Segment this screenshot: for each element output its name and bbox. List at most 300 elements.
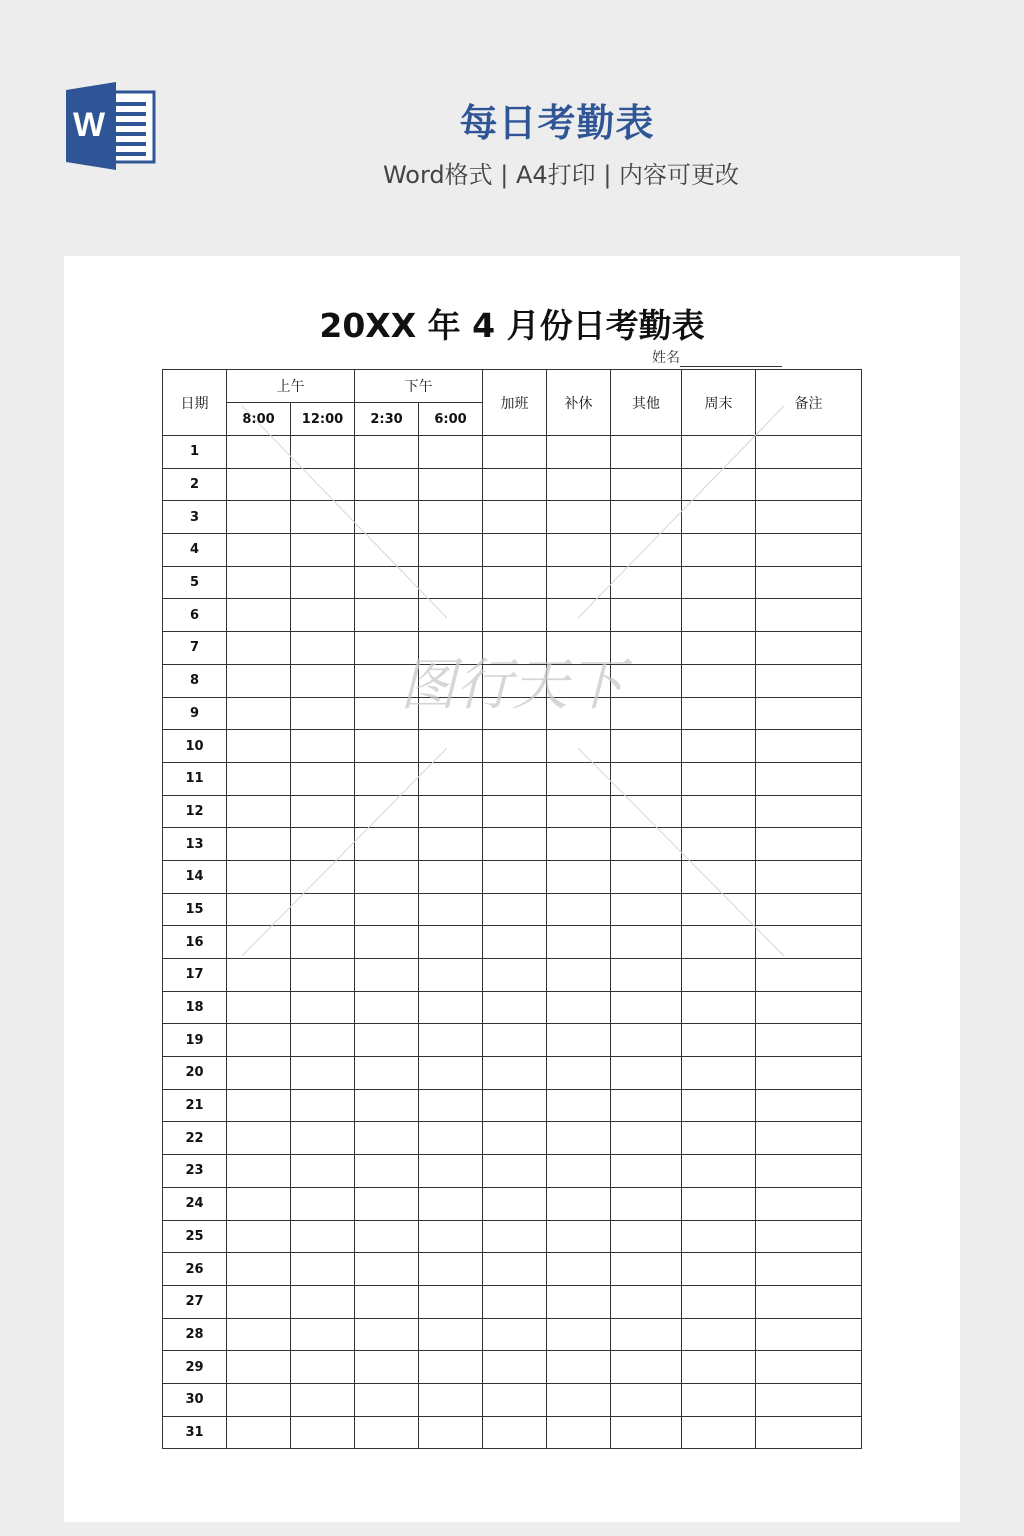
entry-cell[interactable] [355, 1383, 419, 1416]
entry-cell[interactable] [291, 1024, 355, 1057]
entry-cell[interactable] [227, 697, 291, 730]
entry-cell[interactable] [419, 501, 483, 534]
entry-cell[interactable] [756, 566, 862, 599]
entry-cell[interactable] [419, 468, 483, 501]
entry-cell[interactable] [483, 1383, 547, 1416]
entry-cell[interactable] [291, 1253, 355, 1286]
entry-cell[interactable] [291, 1155, 355, 1188]
entry-cell[interactable] [291, 893, 355, 926]
entry-cell[interactable] [419, 1351, 483, 1384]
entry-cell[interactable] [227, 762, 291, 795]
entry-cell[interactable] [756, 1318, 862, 1351]
entry-cell[interactable] [291, 860, 355, 893]
entry-cell[interactable] [355, 762, 419, 795]
entry-cell[interactable] [291, 959, 355, 992]
entry-cell[interactable] [756, 1253, 862, 1286]
entry-cell[interactable] [756, 762, 862, 795]
entry-cell[interactable] [419, 795, 483, 828]
watermark-text: 图行天下 [400, 653, 624, 718]
entry-cell[interactable] [682, 1122, 756, 1155]
entry-cell[interactable] [682, 959, 756, 992]
entry-cell[interactable] [483, 1416, 547, 1449]
entry-cell[interactable] [227, 436, 291, 469]
entry-cell[interactable] [547, 828, 611, 861]
entry-cell[interactable] [227, 1155, 291, 1188]
entry-cell[interactable] [483, 566, 547, 599]
day-number: 24 [163, 1187, 227, 1220]
entry-cell[interactable] [227, 566, 291, 599]
entry-cell[interactable] [419, 1089, 483, 1122]
entry-cell[interactable] [611, 730, 682, 763]
entry-cell[interactable] [756, 1383, 862, 1416]
table-row [163, 730, 862, 763]
entry-cell[interactable] [682, 468, 756, 501]
entry-cell[interactable] [611, 468, 682, 501]
entry-cell[interactable] [291, 566, 355, 599]
entry-cell[interactable] [419, 860, 483, 893]
entry-cell[interactable] [419, 1220, 483, 1253]
entry-cell[interactable] [756, 1089, 862, 1122]
entry-cell[interactable] [611, 762, 682, 795]
entry-cell[interactable] [419, 436, 483, 469]
entry-cell[interactable] [756, 1416, 862, 1449]
entry-cell[interactable] [682, 436, 756, 469]
entry-cell[interactable] [611, 1089, 682, 1122]
entry-cell[interactable] [611, 926, 682, 959]
entry-cell[interactable] [291, 1383, 355, 1416]
entry-cell[interactable] [682, 1285, 756, 1318]
entry-cell[interactable] [756, 1187, 862, 1220]
entry-cell[interactable] [756, 860, 862, 893]
entry-cell[interactable] [682, 1383, 756, 1416]
entry-cell[interactable] [682, 664, 756, 697]
entry-cell[interactable] [483, 1220, 547, 1253]
entry-cell[interactable] [547, 893, 611, 926]
entry-cell[interactable] [355, 468, 419, 501]
entry-cell[interactable] [547, 566, 611, 599]
entry-cell[interactable] [547, 1024, 611, 1057]
entry-cell[interactable] [419, 1187, 483, 1220]
entry-cell[interactable] [756, 730, 862, 763]
entry-cell[interactable] [611, 1351, 682, 1384]
entry-cell[interactable] [355, 1187, 419, 1220]
entry-cell[interactable] [756, 795, 862, 828]
day-number: 22 [163, 1122, 227, 1155]
entry-cell[interactable] [756, 632, 862, 665]
entry-cell[interactable] [483, 1351, 547, 1384]
entry-cell[interactable] [419, 599, 483, 632]
entry-cell[interactable] [483, 762, 547, 795]
entry-cell[interactable] [419, 893, 483, 926]
entry-cell[interactable] [227, 1122, 291, 1155]
entry-cell[interactable] [756, 991, 862, 1024]
entry-cell[interactable] [682, 566, 756, 599]
entry-cell[interactable] [547, 1155, 611, 1188]
entry-cell[interactable] [419, 534, 483, 567]
entry-cell[interactable] [483, 599, 547, 632]
entry-cell[interactable] [419, 697, 483, 730]
entry-cell[interactable] [291, 1351, 355, 1384]
entry-cell[interactable] [291, 1318, 355, 1351]
entry-cell[interactable] [682, 1155, 756, 1188]
entry-cell[interactable] [483, 1285, 547, 1318]
entry-cell[interactable] [756, 1057, 862, 1090]
entry-cell[interactable] [227, 991, 291, 1024]
entry-cell[interactable] [419, 1318, 483, 1351]
entry-cell[interactable] [483, 959, 547, 992]
entry-cell[interactable] [611, 436, 682, 469]
entry-cell[interactable] [355, 664, 419, 697]
entry-cell[interactable] [483, 1089, 547, 1122]
entry-cell[interactable] [756, 828, 862, 861]
entry-cell[interactable] [227, 1024, 291, 1057]
entry-cell[interactable] [291, 762, 355, 795]
entry-cell[interactable] [355, 795, 419, 828]
entry-cell[interactable] [682, 1253, 756, 1286]
entry-cell[interactable] [291, 501, 355, 534]
entry-cell[interactable] [547, 1057, 611, 1090]
entry-cell[interactable] [547, 697, 611, 730]
entry-cell[interactable] [419, 632, 483, 665]
entry-cell[interactable] [547, 926, 611, 959]
entry-cell[interactable] [227, 893, 291, 926]
entry-cell[interactable] [547, 501, 611, 534]
entry-cell[interactable] [547, 762, 611, 795]
entry-cell[interactable] [611, 893, 682, 926]
entry-cell[interactable] [355, 1057, 419, 1090]
entry-cell[interactable] [682, 893, 756, 926]
entry-cell[interactable] [355, 1416, 419, 1449]
entry-cell[interactable] [291, 730, 355, 763]
entry-cell[interactable] [291, 534, 355, 567]
entry-cell[interactable] [682, 762, 756, 795]
entry-cell[interactable] [547, 1220, 611, 1253]
entry-cell[interactable] [227, 468, 291, 501]
name-field [652, 347, 782, 367]
entry-cell[interactable] [355, 959, 419, 992]
entry-cell[interactable] [611, 664, 682, 697]
entry-cell[interactable] [483, 1187, 547, 1220]
entry-cell[interactable] [227, 860, 291, 893]
entry-cell[interactable] [682, 991, 756, 1024]
entry-cell[interactable] [355, 828, 419, 861]
entry-cell[interactable] [291, 1057, 355, 1090]
entry-cell[interactable] [419, 1155, 483, 1188]
entry-cell[interactable] [756, 1285, 862, 1318]
entry-cell[interactable] [483, 893, 547, 926]
entry-cell[interactable] [355, 1318, 419, 1351]
entry-cell[interactable] [291, 1416, 355, 1449]
entry-cell[interactable] [682, 828, 756, 861]
entry-cell[interactable] [419, 1285, 483, 1318]
entry-cell[interactable] [227, 534, 291, 567]
entry-cell[interactable] [419, 1253, 483, 1286]
entry-cell[interactable] [682, 1220, 756, 1253]
day-number: 17 [163, 959, 227, 992]
entry-cell[interactable] [227, 1416, 291, 1449]
entry-cell[interactable] [291, 1220, 355, 1253]
entry-cell[interactable] [355, 1122, 419, 1155]
entry-cell[interactable] [547, 860, 611, 893]
entry-cell[interactable] [419, 1416, 483, 1449]
entry-cell[interactable] [756, 534, 862, 567]
entry-cell[interactable] [756, 501, 862, 534]
entry-cell[interactable] [355, 1155, 419, 1188]
entry-cell[interactable] [355, 1351, 419, 1384]
entry-cell[interactable] [355, 436, 419, 469]
entry-cell[interactable] [547, 1351, 611, 1384]
attendance-table [162, 369, 862, 1449]
entry-cell[interactable] [682, 599, 756, 632]
entry-cell[interactable] [756, 1024, 862, 1057]
entry-cell[interactable] [756, 664, 862, 697]
entry-cell[interactable] [756, 1155, 862, 1188]
entry-cell[interactable] [682, 697, 756, 730]
entry-cell[interactable] [611, 860, 682, 893]
entry-cell[interactable] [611, 991, 682, 1024]
entry-cell[interactable] [483, 468, 547, 501]
entry-cell[interactable] [291, 795, 355, 828]
entry-cell[interactable] [756, 959, 862, 992]
entry-cell[interactable] [682, 534, 756, 567]
entry-cell[interactable] [547, 1187, 611, 1220]
entry-cell[interactable] [756, 599, 862, 632]
entry-cell[interactable] [227, 1383, 291, 1416]
entry-cell[interactable] [483, 1057, 547, 1090]
entry-cell[interactable] [483, 1253, 547, 1286]
entry-cell[interactable] [355, 860, 419, 893]
entry-cell[interactable] [611, 1285, 682, 1318]
table-row [163, 762, 862, 795]
entry-cell[interactable] [355, 1285, 419, 1318]
day-number: 8 [163, 664, 227, 697]
entry-cell[interactable] [419, 664, 483, 697]
entry-cell[interactable] [547, 1253, 611, 1286]
entry-cell[interactable] [291, 697, 355, 730]
table-row [163, 534, 862, 567]
entry-cell[interactable] [611, 1383, 682, 1416]
entry-cell[interactable] [355, 926, 419, 959]
banner-title: 每日考勤表 [459, 101, 655, 145]
day-number: 27 [163, 1285, 227, 1318]
entry-cell[interactable] [682, 1024, 756, 1057]
entry-cell[interactable] [483, 534, 547, 567]
entry-cell[interactable] [419, 762, 483, 795]
entry-cell[interactable] [483, 991, 547, 1024]
entry-cell[interactable] [682, 1089, 756, 1122]
entry-cell[interactable] [291, 664, 355, 697]
entry-cell[interactable] [547, 1383, 611, 1416]
entry-cell[interactable] [419, 926, 483, 959]
entry-cell[interactable] [227, 1187, 291, 1220]
entry-cell[interactable] [419, 566, 483, 599]
entry-cell[interactable] [611, 632, 682, 665]
entry-cell[interactable] [227, 828, 291, 861]
entry-cell[interactable] [682, 795, 756, 828]
entry-cell[interactable] [419, 1383, 483, 1416]
entry-cell[interactable] [611, 1122, 682, 1155]
entry-cell[interactable] [682, 730, 756, 763]
entry-cell[interactable] [355, 599, 419, 632]
entry-cell[interactable] [483, 828, 547, 861]
entry-cell[interactable] [547, 1318, 611, 1351]
entry-cell[interactable] [682, 1187, 756, 1220]
entry-cell[interactable] [611, 534, 682, 567]
entry-cell[interactable] [611, 1253, 682, 1286]
entry-cell[interactable] [547, 1122, 611, 1155]
entry-cell[interactable] [355, 1220, 419, 1253]
entry-cell[interactable] [419, 959, 483, 992]
entry-cell[interactable] [611, 1220, 682, 1253]
entry-cell[interactable] [547, 436, 611, 469]
header-time: 6:00 [419, 403, 483, 436]
entry-cell[interactable] [483, 1024, 547, 1057]
entry-cell[interactable] [483, 501, 547, 534]
entry-cell[interactable] [227, 730, 291, 763]
entry-cell[interactable] [419, 1057, 483, 1090]
entry-cell[interactable] [483, 664, 547, 697]
entry-cell[interactable] [419, 1122, 483, 1155]
entry-cell[interactable] [611, 1057, 682, 1090]
entry-cell[interactable] [611, 795, 682, 828]
entry-cell[interactable] [756, 436, 862, 469]
entry-cell[interactable] [547, 534, 611, 567]
entry-cell[interactable] [611, 1318, 682, 1351]
entry-cell[interactable] [419, 991, 483, 1024]
entry-cell[interactable] [291, 1187, 355, 1220]
entry-cell[interactable] [355, 566, 419, 599]
entry-cell[interactable] [483, 632, 547, 665]
entry-cell[interactable] [355, 893, 419, 926]
entry-cell[interactable] [291, 1089, 355, 1122]
entry-cell[interactable] [355, 991, 419, 1024]
entry-cell[interactable] [483, 730, 547, 763]
entry-cell[interactable] [483, 1122, 547, 1155]
entry-cell[interactable] [756, 1351, 862, 1384]
entry-cell[interactable] [682, 1318, 756, 1351]
entry-cell[interactable] [291, 991, 355, 1024]
entry-cell[interactable] [227, 501, 291, 534]
entry-cell[interactable] [419, 1024, 483, 1057]
entry-cell[interactable] [547, 468, 611, 501]
day-number: 14 [163, 860, 227, 893]
entry-cell[interactable] [483, 926, 547, 959]
entry-cell[interactable] [611, 1024, 682, 1057]
entry-cell[interactable] [227, 1351, 291, 1384]
entry-cell[interactable] [611, 1187, 682, 1220]
entry-cell[interactable] [547, 1416, 611, 1449]
entry-cell[interactable] [483, 795, 547, 828]
entry-cell[interactable] [419, 828, 483, 861]
entry-cell[interactable] [756, 697, 862, 730]
entry-cell[interactable] [227, 795, 291, 828]
entry-cell[interactable] [547, 991, 611, 1024]
entry-cell[interactable] [547, 1089, 611, 1122]
entry-cell[interactable] [483, 1318, 547, 1351]
entry-cell[interactable] [227, 959, 291, 992]
entry-cell[interactable] [547, 730, 611, 763]
entry-cell[interactable] [611, 1416, 682, 1449]
entry-cell[interactable] [682, 501, 756, 534]
entry-cell[interactable] [547, 632, 611, 665]
entry-cell[interactable] [682, 1351, 756, 1384]
entry-cell[interactable] [547, 1285, 611, 1318]
entry-cell[interactable] [682, 632, 756, 665]
day-number: 2 [163, 468, 227, 501]
entry-cell[interactable] [756, 1122, 862, 1155]
day-number: 12 [163, 795, 227, 828]
entry-cell[interactable] [611, 828, 682, 861]
day-number: 31 [163, 1416, 227, 1449]
entry-cell[interactable] [682, 1057, 756, 1090]
entry-cell[interactable] [483, 860, 547, 893]
entry-cell[interactable] [291, 1122, 355, 1155]
entry-cell[interactable] [291, 436, 355, 469]
entry-cell[interactable] [756, 893, 862, 926]
entry-cell[interactable] [611, 501, 682, 534]
entry-cell[interactable] [682, 1416, 756, 1449]
entry-cell[interactable] [227, 1089, 291, 1122]
entry-cell[interactable] [756, 468, 862, 501]
entry-cell[interactable] [483, 697, 547, 730]
entry-cell[interactable] [355, 1253, 419, 1286]
entry-cell[interactable] [227, 1220, 291, 1253]
entry-cell[interactable] [611, 599, 682, 632]
table-row [163, 926, 862, 959]
entry-cell[interactable] [227, 1253, 291, 1286]
entry-cell[interactable] [682, 926, 756, 959]
entry-cell[interactable] [355, 632, 419, 665]
entry-cell[interactable] [355, 697, 419, 730]
entry-cell[interactable] [547, 795, 611, 828]
entry-cell[interactable] [291, 828, 355, 861]
entry-cell[interactable] [355, 501, 419, 534]
document-title: 20XX 年 4 月份日考勤表 [319, 306, 705, 345]
entry-cell[interactable] [756, 926, 862, 959]
entry-cell[interactable] [611, 959, 682, 992]
entry-cell[interactable] [227, 599, 291, 632]
entry-cell[interactable] [611, 697, 682, 730]
entry-cell[interactable] [227, 632, 291, 665]
entry-cell[interactable] [419, 730, 483, 763]
entry-cell[interactable] [547, 599, 611, 632]
entry-cell[interactable] [291, 468, 355, 501]
entry-cell[interactable] [291, 926, 355, 959]
entry-cell[interactable] [355, 730, 419, 763]
entry-cell[interactable] [227, 1318, 291, 1351]
entry-cell[interactable] [483, 1155, 547, 1188]
entry-cell[interactable] [547, 959, 611, 992]
entry-cell[interactable] [227, 664, 291, 697]
table-row [163, 664, 862, 697]
entry-cell[interactable] [355, 534, 419, 567]
entry-cell[interactable] [483, 436, 547, 469]
entry-cell[interactable] [355, 1089, 419, 1122]
entry-cell[interactable] [227, 1285, 291, 1318]
entry-cell[interactable] [756, 1220, 862, 1253]
entry-cell[interactable] [611, 1155, 682, 1188]
entry-cell[interactable] [682, 860, 756, 893]
entry-cell[interactable] [355, 1024, 419, 1057]
entry-cell[interactable] [547, 664, 611, 697]
entry-cell[interactable] [291, 632, 355, 665]
entry-cell[interactable] [291, 599, 355, 632]
day-number: 23 [163, 1155, 227, 1188]
entry-cell[interactable] [227, 1057, 291, 1090]
entry-cell[interactable] [611, 566, 682, 599]
entry-cell[interactable] [227, 926, 291, 959]
entry-cell[interactable] [291, 1285, 355, 1318]
